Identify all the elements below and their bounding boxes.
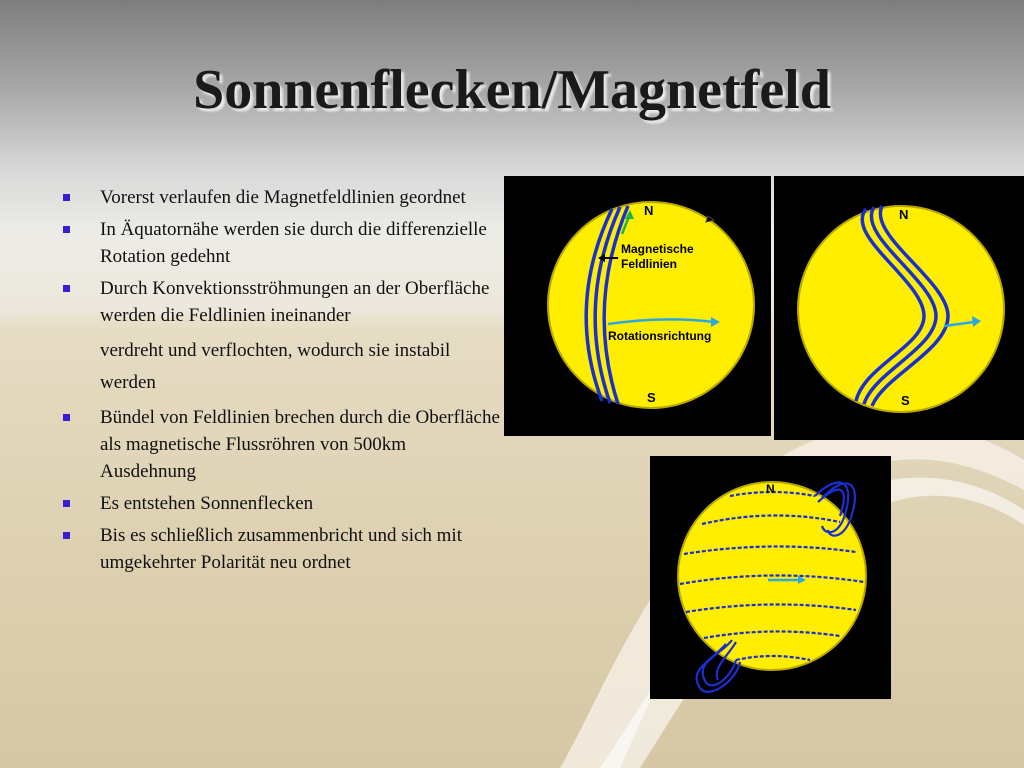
south-label: S — [901, 393, 910, 408]
bullet-item — [60, 184, 500, 211]
bullet-square-icon — [63, 226, 70, 233]
sun-sphere — [548, 202, 754, 408]
north-label: N — [766, 482, 775, 496]
bullet-text: Es entstehen Sonnenflecken — [100, 493, 314, 514]
bullet-text: Bündel von Feldlinien brechen durch die Oberfläche als magnetische Flussröhren von 500km Ausdehnung — [100, 407, 500, 482]
slide-title: Sonnenflecken/Magnetfeld — [193, 59, 831, 121]
bullet-square-icon — [63, 414, 70, 421]
bullet-square-icon — [63, 285, 70, 292]
corner-mark-icon — [706, 216, 714, 222]
bullet-item — [60, 490, 500, 517]
bullet-item — [60, 216, 500, 270]
bullet-continuation: verdreht und verflochten, wodurch sie instabil werden — [100, 340, 451, 393]
sun-diagram-stretched-svg — [774, 176, 1024, 440]
bullet-text: Vorerst verlaufen die Magnetfeldlinien geordnet — [100, 187, 466, 208]
bullet-item — [60, 275, 500, 329]
bullet-text: In Äquatornähe werden sie durch die differenzielle Rotation gedehnt — [100, 219, 487, 267]
bullet-square-icon — [63, 194, 70, 201]
sun-diagram-stretched — [774, 176, 1024, 440]
south-label: S — [647, 390, 656, 405]
bullet-square-icon — [63, 500, 70, 507]
sun-sphere — [798, 206, 1004, 412]
field-lines-label-1: Magnetische — [621, 242, 694, 256]
bullet-item — [60, 404, 500, 485]
sun-diagram-ordered — [504, 176, 771, 436]
field-lines-label-2: Feldlinien — [621, 257, 678, 271]
rotation-label: Rotationsrichtung — [608, 329, 712, 343]
bullet-list — [60, 184, 500, 581]
sun-diagram-twisted — [650, 456, 891, 699]
bullet-text: Durch Konvektionsströhmungen an der Oberfläche werden die Feldlinien ineinander — [100, 278, 490, 326]
north-label: N — [899, 207, 909, 222]
bullet-square-icon — [63, 532, 70, 539]
sun-diagram-ordered-svg — [504, 176, 771, 436]
sun-diagram-twisted-svg — [650, 456, 891, 699]
bullet-text: Bis es schließlich zusammenbricht und sich mit umgekehrter Polarität neu ordnet — [100, 525, 462, 573]
north-label: N — [644, 203, 654, 218]
bullet-item — [60, 522, 500, 576]
